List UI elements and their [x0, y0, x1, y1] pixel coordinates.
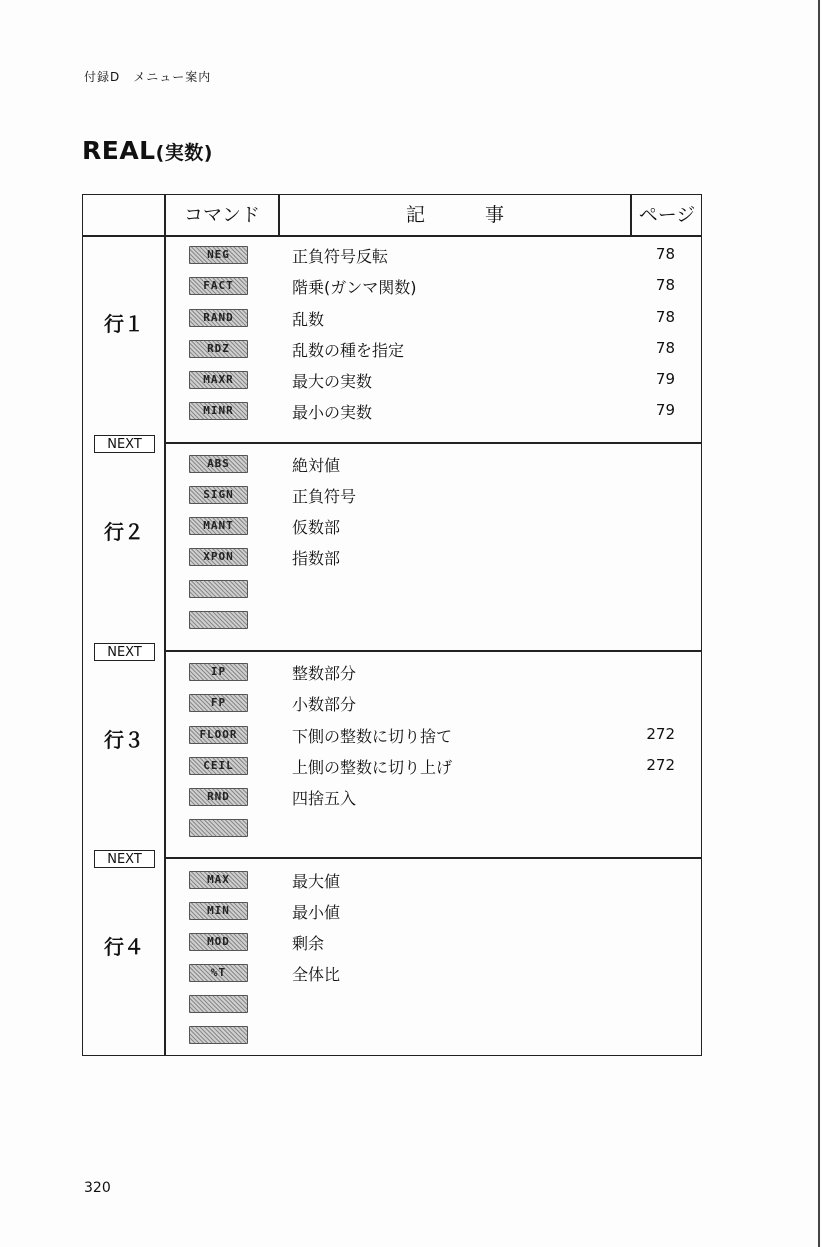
section-divider — [164, 857, 701, 859]
table-row — [165, 574, 701, 605]
next-key: NEXT — [94, 435, 155, 453]
header-page: ページ — [638, 204, 696, 226]
item-page: 78 — [655, 276, 675, 294]
table-row — [165, 480, 701, 511]
menu-key-rdz: RDZ — [189, 340, 248, 358]
table-row — [165, 605, 701, 636]
table-row — [165, 989, 701, 1020]
header-command: コマンド — [183, 204, 260, 226]
menu-key-blank — [189, 819, 248, 837]
table-row — [165, 303, 701, 334]
menu-key-fact: FACT — [189, 277, 248, 295]
menu-key-max: MAX — [189, 871, 248, 889]
menu-key-ceil: CEIL — [189, 757, 248, 775]
header-article: 記事 — [405, 204, 564, 226]
header-divider — [83, 235, 701, 237]
item-page: 78 — [655, 245, 675, 263]
menu-key-ip: IP — [189, 663, 248, 681]
row-label-2: 行２ — [104, 520, 144, 544]
item-description: 最大値 — [292, 872, 341, 891]
table-row — [165, 782, 701, 813]
row-label-3: 行３ — [104, 728, 144, 752]
menu-key-blank — [189, 580, 248, 598]
item-description: 四捨五入 — [292, 789, 357, 808]
item-page: 272 — [646, 756, 675, 774]
running-header: 付録D メニュー案内 — [84, 70, 212, 84]
next-key: NEXT — [94, 643, 155, 661]
menu-key-min: MIN — [189, 902, 248, 920]
item-description: 整数部分 — [292, 664, 357, 683]
menu-key-maxr: MAXR — [189, 371, 248, 389]
table-row — [165, 240, 701, 271]
table-row — [165, 720, 701, 751]
menu-key-mod: MOD — [189, 933, 248, 951]
item-description: 上側の整数に切り上げ — [292, 758, 453, 777]
row-label-4: 行４ — [104, 935, 144, 959]
table-row — [165, 927, 701, 958]
item-description: 正負符号 — [292, 487, 357, 506]
item-description: 最小の実数 — [292, 403, 373, 422]
item-description: 乱数 — [292, 310, 325, 329]
row-label-1: 行１ — [104, 312, 144, 336]
item-page: 79 — [655, 370, 675, 388]
page-edge-line — [818, 0, 820, 1247]
page-title — [82, 136, 213, 165]
item-description: 絶対値 — [292, 456, 341, 475]
menu-key-blank — [189, 1026, 248, 1044]
table-row — [165, 542, 701, 573]
menu-key-xpon: XPON — [189, 548, 248, 566]
menu-key-floor: FLOOR — [189, 726, 248, 744]
table-row — [165, 688, 701, 719]
table-row — [165, 896, 701, 927]
item-description: 正負符号反転 — [292, 247, 389, 266]
item-description: 下側の整数に切り捨て — [292, 727, 453, 746]
table-row — [165, 657, 701, 688]
item-description: 指数部 — [292, 549, 341, 568]
item-description: 最小値 — [292, 903, 341, 922]
item-description: 小数部分 — [292, 695, 357, 714]
table-row — [165, 365, 701, 396]
item-description: 全体比 — [292, 965, 341, 984]
menu-key-mant: MANT — [189, 517, 248, 535]
menu-key-blank — [189, 995, 248, 1013]
item-description: 乱数の種を指定 — [292, 341, 405, 360]
section-divider — [164, 442, 701, 444]
item-description: 剰余 — [292, 934, 325, 953]
table-row — [165, 271, 701, 302]
item-description: 最大の実数 — [292, 372, 373, 391]
item-page: 79 — [655, 401, 675, 419]
table-row — [165, 334, 701, 365]
menu-key-sign: SIGN — [189, 486, 248, 504]
table-row — [165, 396, 701, 427]
menu-key-neg: NEG — [189, 246, 248, 264]
menu-key-rnd: RND — [189, 788, 248, 806]
menu-key-fp: FP — [189, 694, 248, 712]
item-page: 78 — [655, 339, 675, 357]
menu-key-percent-t: %T — [189, 964, 248, 982]
table-row — [165, 958, 701, 989]
table-row — [165, 511, 701, 542]
table-row — [165, 1020, 701, 1051]
item-page: 272 — [646, 725, 675, 743]
item-description: 階乗(ガンマ関数) — [292, 278, 417, 297]
menu-key-minr: MINR — [189, 402, 248, 420]
section-divider — [164, 650, 701, 652]
table-row — [165, 813, 701, 844]
table-row — [165, 865, 701, 896]
item-description: 仮数部 — [292, 518, 341, 537]
next-key: NEXT — [94, 850, 155, 868]
item-page: 78 — [655, 308, 675, 326]
menu-key-rand: RAND — [189, 309, 248, 327]
table-row — [165, 751, 701, 782]
menu-table — [82, 194, 702, 1056]
menu-key-blank — [189, 611, 248, 629]
title-sub: (実数) — [155, 142, 213, 164]
table-row — [165, 449, 701, 480]
title-main: REAL — [82, 136, 156, 165]
page-number: 320 — [84, 1180, 111, 1196]
menu-key-abs: ABS — [189, 455, 248, 473]
